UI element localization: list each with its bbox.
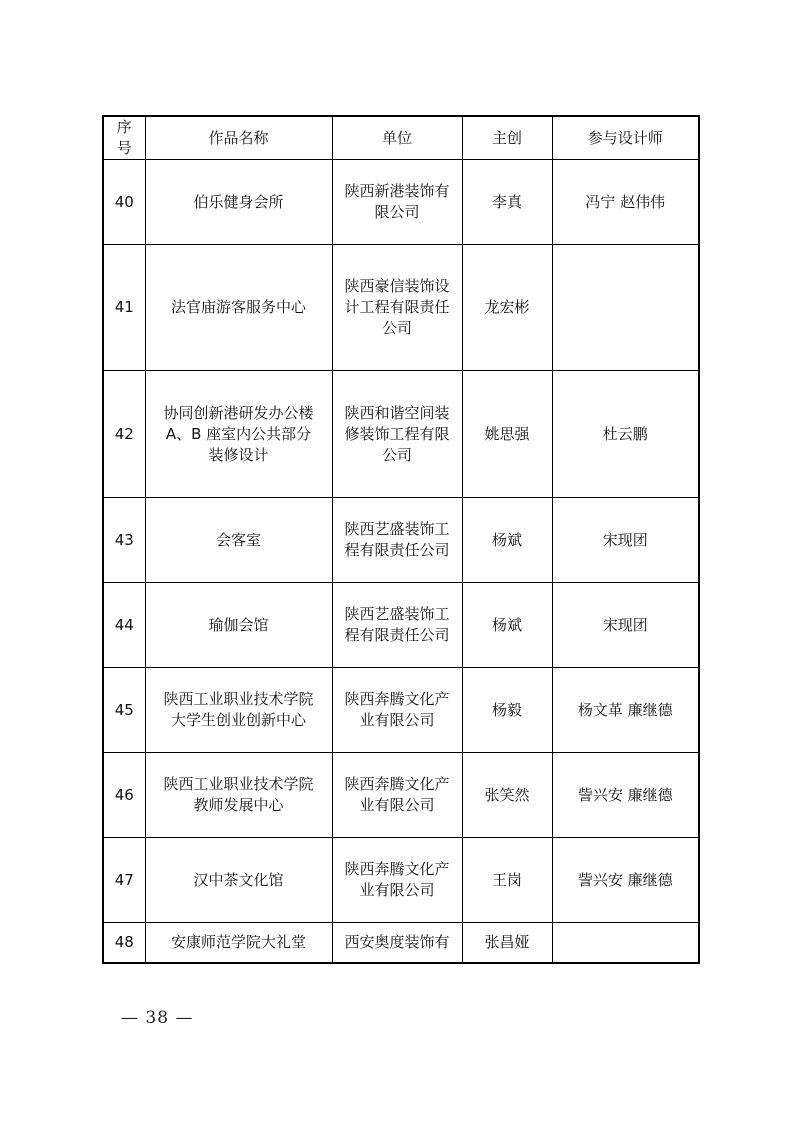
unit-name-line: 陕西奔腾文化产 xyxy=(344,775,450,793)
lead-designer: 李真 xyxy=(462,160,552,245)
unit-name xyxy=(332,753,462,838)
table-row xyxy=(103,245,699,371)
unit-name-line: 陕西艺盛装饰工 xyxy=(344,520,450,538)
work-name-line: 装修设计 xyxy=(208,445,269,464)
work-name xyxy=(145,245,332,371)
header-text: 单位 xyxy=(381,128,412,147)
participating-designers xyxy=(552,245,699,371)
table-row xyxy=(103,583,699,668)
work-name xyxy=(145,160,332,245)
unit-name xyxy=(332,668,462,753)
work-name-line: A、B 座室内公共部分 xyxy=(165,424,312,443)
page-number: — 38 — xyxy=(121,1008,194,1028)
lead-designer: 姚思强 xyxy=(462,371,552,498)
participating-designers: 訾兴安 廉继德 xyxy=(552,753,699,838)
work-name xyxy=(145,668,332,753)
work-name-line: 瑜伽会馆 xyxy=(208,615,269,634)
header-work-name xyxy=(145,116,332,160)
participating-designers: 宋现团 xyxy=(552,583,699,668)
work-name-line: 法官庙游客服务中心 xyxy=(170,298,306,316)
unit-name-line: 陕西新港装饰有 xyxy=(344,182,450,200)
lead-designer: 张笑然 xyxy=(462,753,552,838)
work-name-line: 伯乐健身会所 xyxy=(193,192,284,211)
unit-name xyxy=(332,838,462,923)
unit-name-line: 陕西艺盛装饰工 xyxy=(344,605,450,623)
work-name xyxy=(145,498,332,583)
header-participating-designers xyxy=(552,116,699,160)
header-text: 号 xyxy=(116,139,132,157)
lead-designer: 杨斌 xyxy=(462,498,552,583)
unit-name-line: 业有限公司 xyxy=(359,711,435,729)
participating-designers: 冯宁 赵伟伟 xyxy=(552,160,699,245)
lead-designer: 杨斌 xyxy=(462,583,552,668)
unit-name-line: 限公司 xyxy=(374,203,420,221)
header-text: 作品名称 xyxy=(208,128,269,147)
table-header-row xyxy=(103,116,699,160)
table-row xyxy=(103,753,699,838)
unit-name xyxy=(332,498,462,583)
table-row xyxy=(103,498,699,583)
table-row xyxy=(103,160,699,245)
participating-designers xyxy=(552,923,699,963)
unit-name-line: 修装饰工程有限 xyxy=(344,424,450,443)
header-text: 主创 xyxy=(491,128,522,147)
table-row xyxy=(103,371,699,498)
unit-name xyxy=(332,160,462,245)
work-name-line: 陕西工业职业技术学院 xyxy=(163,775,314,793)
work-name-line: 会客室 xyxy=(215,530,261,549)
lead-designer: 王岗 xyxy=(462,838,552,923)
row-number: 40 xyxy=(103,160,145,245)
work-name-line: 安康师范学院大礼堂 xyxy=(170,932,306,951)
header-index xyxy=(103,116,145,160)
participating-designers: 宋现团 xyxy=(552,498,699,583)
unit-name xyxy=(332,371,462,498)
work-name xyxy=(145,583,332,668)
work-name xyxy=(145,371,332,498)
row-number: 43 xyxy=(103,498,145,583)
unit-name-line: 业有限公司 xyxy=(359,881,435,899)
unit-name-line: 计工程有限责任 xyxy=(344,298,450,316)
row-number: 48 xyxy=(103,923,145,963)
table-row xyxy=(103,668,699,753)
unit-name-line: 公司 xyxy=(381,319,412,337)
header-text: 序 xyxy=(116,118,132,136)
work-name-line: 大学生创业创新中心 xyxy=(170,711,306,729)
lead-designer: 杨毅 xyxy=(462,668,552,753)
work-name-line: 协同创新港研发办公楼 xyxy=(163,403,314,422)
unit-name-line: 程有限责任公司 xyxy=(344,626,450,644)
work-name-line: 教师发展中心 xyxy=(193,796,284,814)
unit-name xyxy=(332,583,462,668)
row-number: 46 xyxy=(103,753,145,838)
awards-table xyxy=(102,115,700,964)
row-number: 42 xyxy=(103,371,145,498)
row-number: 44 xyxy=(103,583,145,668)
header-unit xyxy=(332,116,462,160)
participating-designers: 杨文革 廉继德 xyxy=(552,668,699,753)
table-row xyxy=(103,923,699,963)
work-name xyxy=(145,753,332,838)
participating-designers: 訾兴安 廉继德 xyxy=(552,838,699,923)
row-number: 47 xyxy=(103,838,145,923)
unit-name-line: 西安奥度装饰有 xyxy=(344,932,450,951)
unit-name-line: 程有限责任公司 xyxy=(344,541,450,559)
unit-name-line: 业有限公司 xyxy=(359,796,435,814)
row-number: 45 xyxy=(103,668,145,753)
participating-designers: 杜云鹏 xyxy=(552,371,699,498)
unit-name-line: 公司 xyxy=(381,445,412,464)
lead-designer: 龙宏彬 xyxy=(462,245,552,371)
work-name xyxy=(145,838,332,923)
unit-name xyxy=(332,923,462,963)
lead-designer: 张昌娅 xyxy=(462,923,552,963)
table-body xyxy=(103,160,699,963)
unit-name-line: 陕西奔腾文化产 xyxy=(344,860,450,878)
header-text: 参与设计师 xyxy=(587,128,663,147)
work-name xyxy=(145,923,332,963)
table-row xyxy=(103,838,699,923)
work-name-line: 汉中茶文化馆 xyxy=(193,870,284,889)
unit-name-line: 陕西和谐空间装 xyxy=(344,403,450,422)
header-lead-designer xyxy=(462,116,552,160)
unit-name-line: 陕西奔腾文化产 xyxy=(344,690,450,708)
unit-name xyxy=(332,245,462,371)
unit-name-line: 陕西豪信装饰设 xyxy=(344,277,450,295)
work-name-line: 陕西工业职业技术学院 xyxy=(163,690,314,708)
row-number: 41 xyxy=(103,245,145,371)
